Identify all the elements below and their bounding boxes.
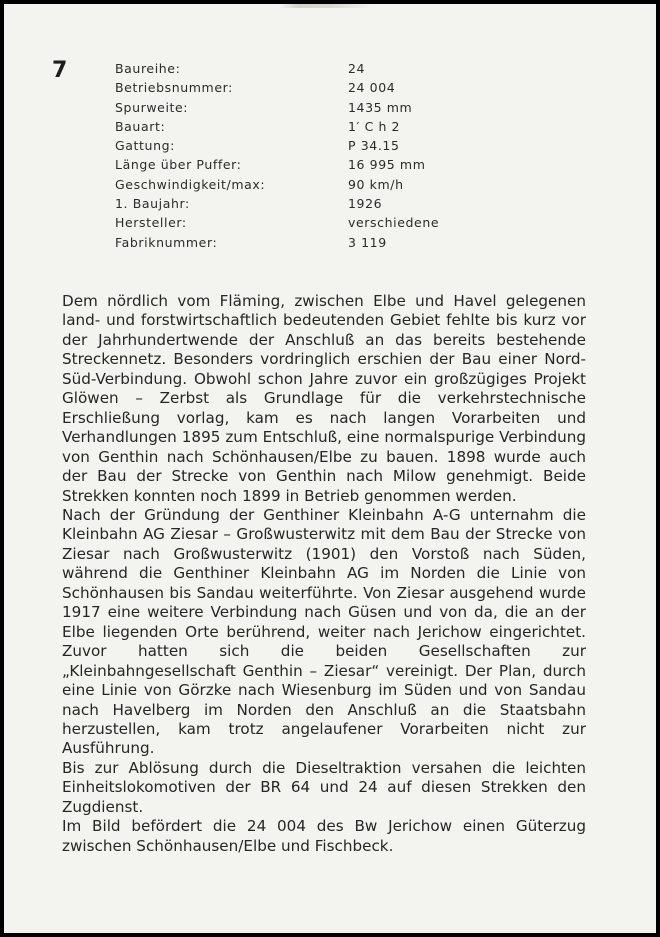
- spec-value: 24 004: [348, 80, 396, 96]
- spec-label: Fabriknummer:: [115, 234, 218, 250]
- spec-value: 16 995 mm: [348, 157, 426, 173]
- description-text: [62, 292, 586, 856]
- postcard-back: [4, 4, 656, 933]
- spec-row: [115, 194, 488, 213]
- spec-value: P 34.15: [348, 138, 400, 154]
- spec-label: Geschwindigkeit/max:: [115, 176, 266, 192]
- top-edge-mark: [280, 4, 370, 8]
- spec-label: Betriebsnummer:: [115, 80, 233, 96]
- spec-table: [115, 59, 488, 252]
- spec-label: Gattung:: [115, 138, 175, 154]
- paragraph: Nach der Gründung der Genthiner Kleinbahn A-G unternahm die Kleinbahn AG Ziesar – Großwusterwitz mit dem Bau der Strecke von Ziesar nach Großwusterwitz (1901) den Vorstoß nach Süden, während die Genthiner Kleinbahn AG im Norden die Linie von Schönhausen bis Sandau weiterführte. Von Ziesar ausgehend wurde 1917 eine weitere Verbindung nach Güsen und von da, die an der Elbe liegenden Orte berührend, weiter nach Jerichow eingerichtet. Zuvor hatten sich die beiden Gesellschaften zur „Kleinbahngesellschaft Genthin – Ziesar“ vereinigt. Der Plan, durch eine Linie von Görzke nach Wiesenburg im Süden und von Sandau nach Havelberg im Norden den Anschluß an die Staatsbahn herzustellen, kam trotz angelaufener Vorarbeiten nicht zur Ausführung.: [62, 505, 586, 758]
- spec-row: [115, 155, 488, 174]
- spec-label: Spurweite:: [115, 99, 189, 115]
- spec-row: [115, 175, 488, 194]
- spec-row: [115, 78, 488, 97]
- card-number: 7: [52, 58, 68, 83]
- paragraph: Bis zur Ablösung durch die Dieseltraktion versahen die leichten Einheitslokomotiven der BR 64 und 24 auf diesen Strekken den Zugdienst.: [62, 758, 586, 816]
- spec-row: [115, 233, 488, 252]
- spec-value: 1435 mm: [348, 99, 413, 115]
- spec-row: [115, 213, 488, 232]
- spec-label: Länge über Puffer:: [115, 157, 242, 173]
- spec-label: Baureihe:: [115, 61, 181, 76]
- spec-row: [115, 117, 488, 136]
- spec-value: 3 119: [348, 234, 387, 250]
- spec-label: Bauart:: [115, 118, 166, 134]
- spec-row: [115, 98, 488, 117]
- spec-value: 1′ C h 2: [348, 118, 401, 134]
- spec-value: 90 km/h: [348, 176, 404, 192]
- spec-row: [115, 136, 488, 155]
- spec-value: 1926: [348, 196, 383, 212]
- paragraph: Dem nördlich vom Fläming, zwischen Elbe und Havel gelegenen land- und forstwirtschaftlich bedeutenden Gebiet fehlte bis kurz vor der Jahrhundertwende der Anschluß an das bereits bestehende Streckennetz. Besonders vordringlich erschien der Bau einer Nord-Süd-Verbindung. Obwohl schon Jahre zuvor ein großzügiges Projekt Glöwen – Zerbst als Grundlage für die verkehrstechnische Erschließung vorlag, kam es nach langen Vorarbeiten und Verhandlungen 1895 zum Entschluß, eine normalspurige Verbindung von Genthin nach Schönhausen/Elbe zu bauen. 1898 wurde auch der Bau der Strecke von Genthin nach Milow genehmigt. Beide Strekken konnten noch 1899 in Betrieb genommen werden.: [62, 292, 586, 505]
- spec-label: Hersteller:: [115, 215, 187, 231]
- paragraph: Im Bild befördert die 24 004 des Bw Jerichow einen Güterzug zwischen Schönhausen/Elbe und Fischbeck.: [62, 817, 586, 855]
- spec-value: 24: [348, 61, 366, 76]
- spec-label: 1. Baujahr:: [115, 196, 190, 212]
- spec-row: [115, 59, 488, 78]
- spec-value: verschiedene: [348, 215, 440, 231]
